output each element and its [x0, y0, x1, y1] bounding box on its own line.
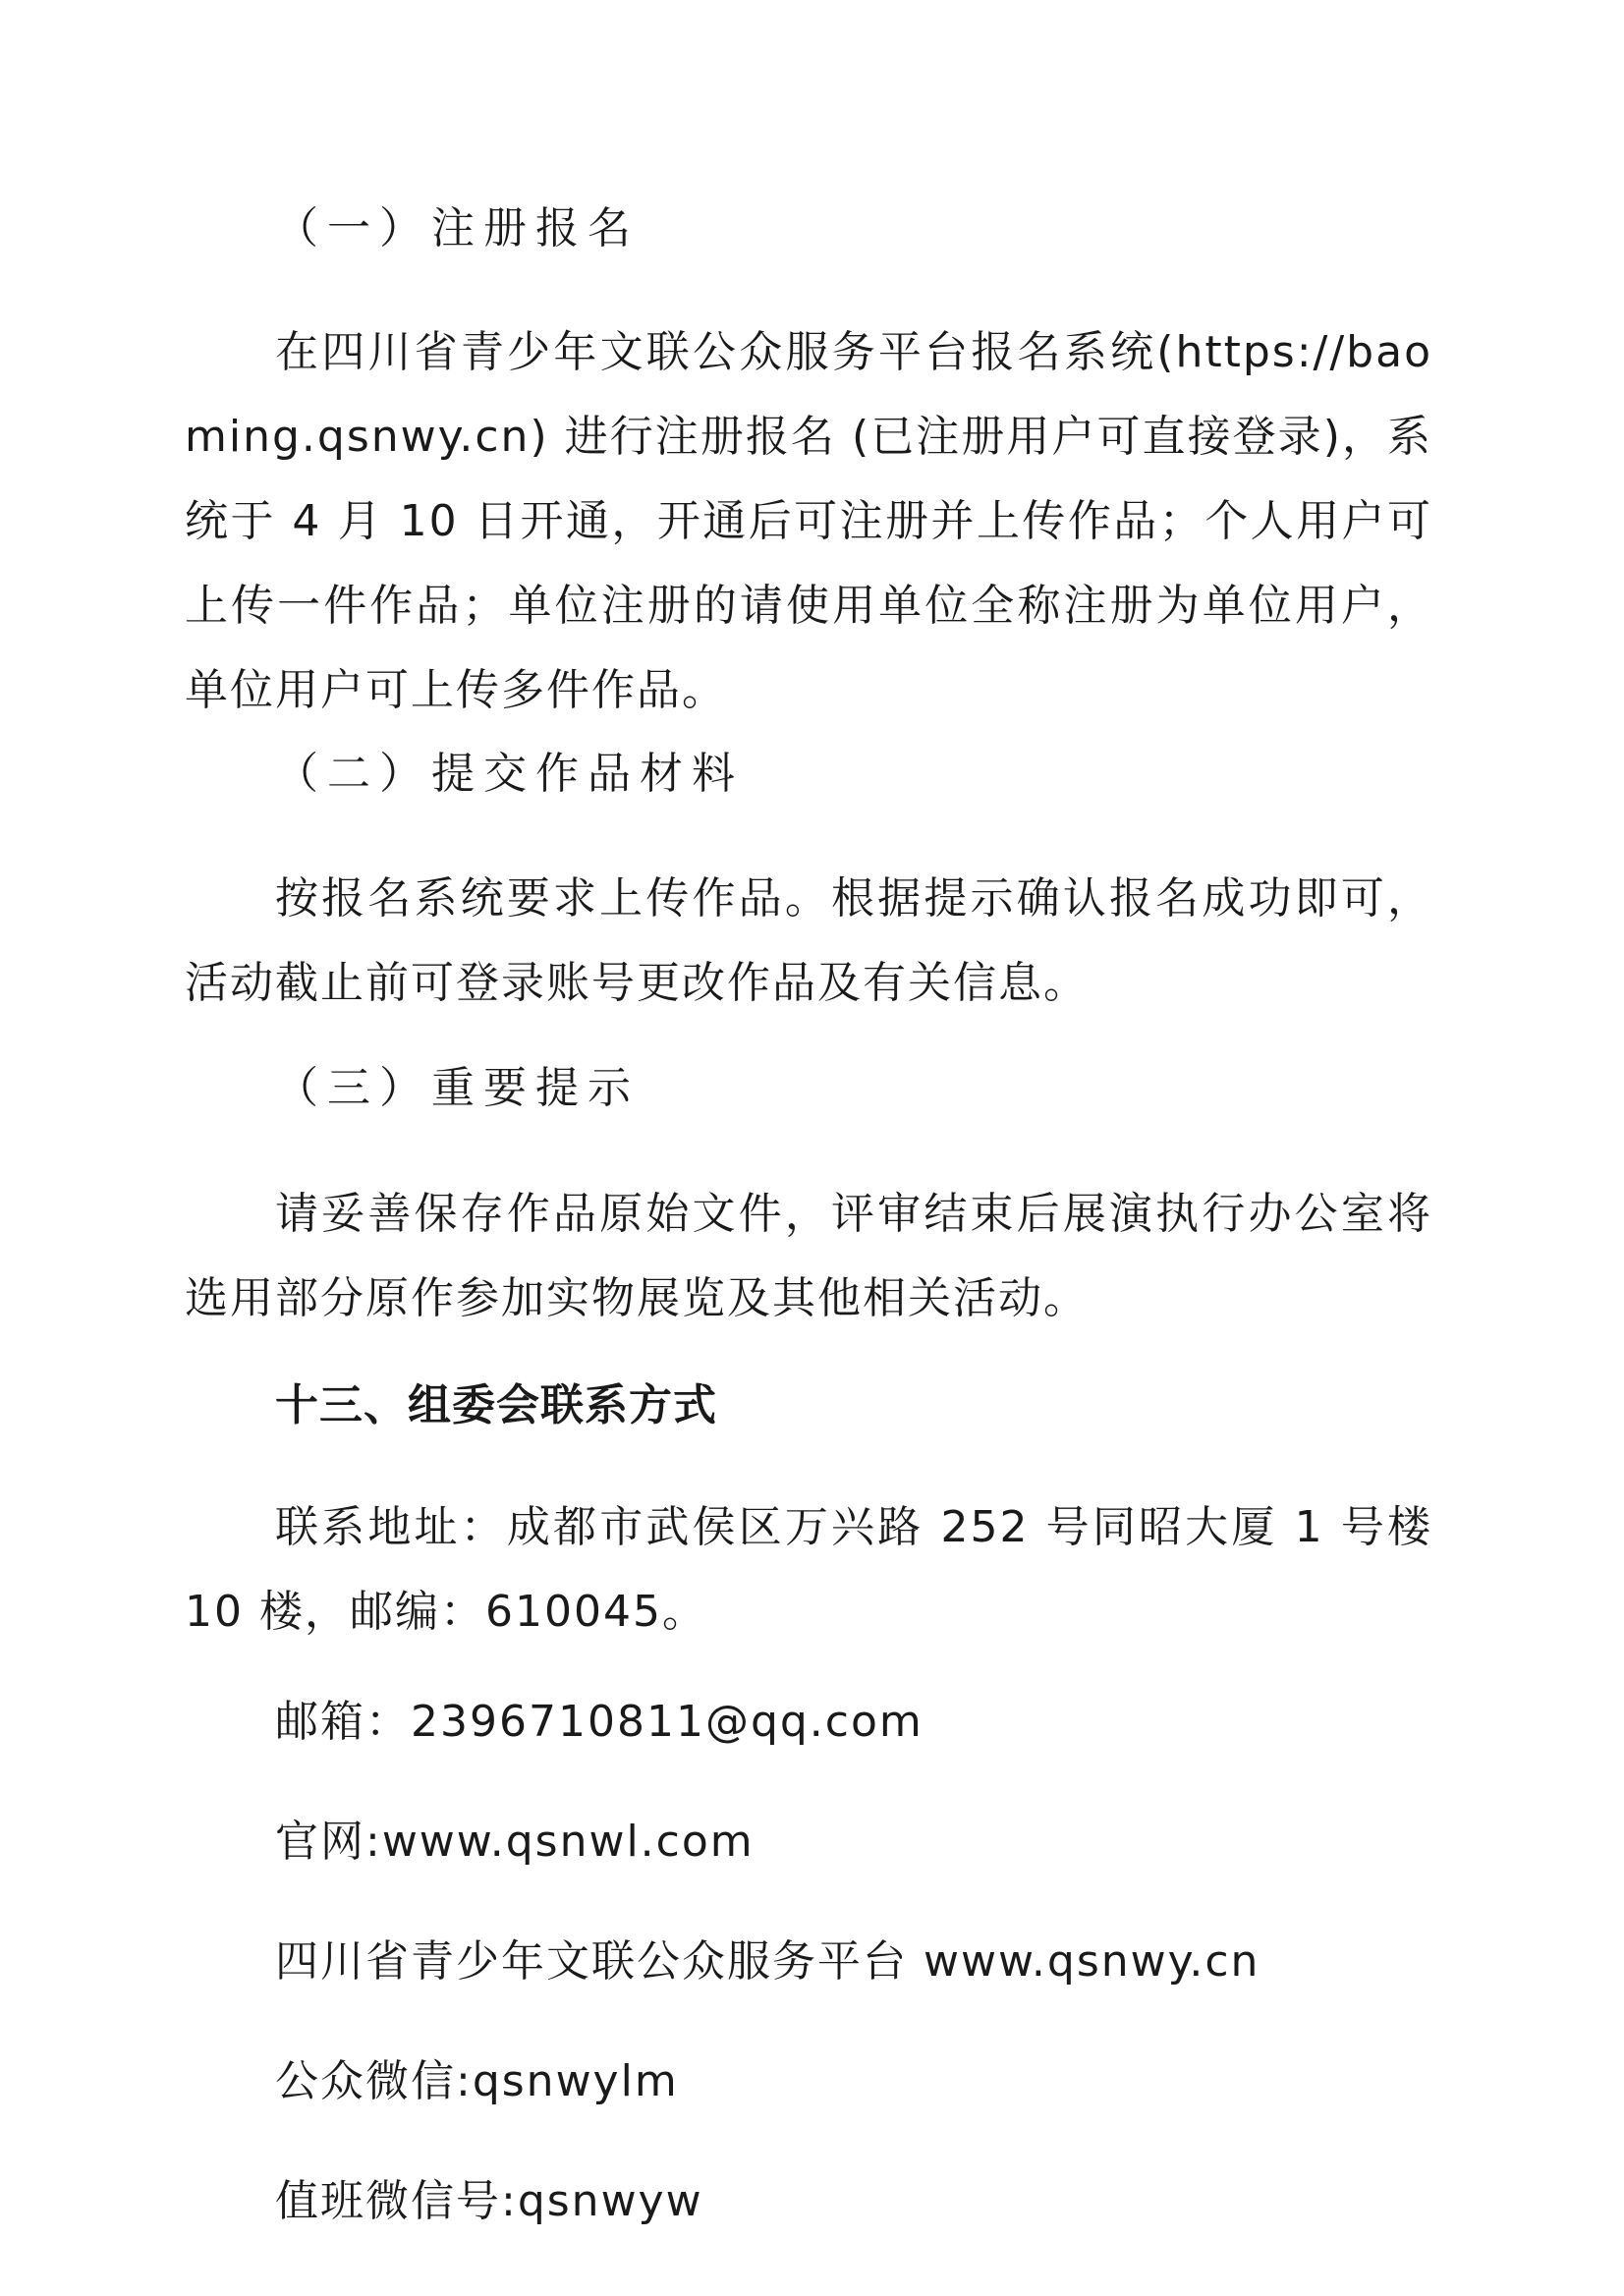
contact-website: 官网:www.qsnwl.com: [275, 1817, 755, 1867]
contact-platform: 四川省青少年文联公众服务平台 www.qsnwy.cn: [275, 1936, 1260, 1987]
section-3-paragraph: 请妥善保存作品原始文件，评审结束后展演执行办公室将选用部分原作参加实物展览及其他相关活动。: [185, 1189, 1432, 1323]
contact-address: 联系地址：成都市武侯区万兴路 252 号同昭大厦 1 号楼 10 楼，邮编：610045。: [185, 1502, 1432, 1637]
contact-email: 邮箱：2396710811@qq.com: [275, 1697, 924, 1747]
section-1-heading: （一）注册报名: [275, 203, 640, 253]
section-2-paragraph: 按报名系统要求上传作品。根据提示确认报名成功即可，活动截止前可登录账号更改作品及有关信息。: [185, 873, 1432, 1008]
section-1-paragraph: 在四川省青少年文联公众服务平台报名系统(https://baoming.qsnwy.cn) 进行注册报名 (已注册用户可直接登录)，系统于 4 月 10 日开通，开通后可注册并上传作品；个人用户可上传一件作品；单位注册的请使用单位全称注册为单位用户，单位用户可上传多件作品。: [185, 327, 1432, 715]
section-3-heading: （三）重要提示: [275, 1063, 640, 1113]
contact-wechat-public: 公众微信:qsnwylm: [275, 2056, 679, 2106]
section-13-heading: 十三、组委会联系方式: [275, 1380, 717, 1430]
contact-wechat-duty: 值班微信号:qsnwyw: [275, 2176, 703, 2226]
section-2-heading: （二）提交作品材料: [275, 749, 744, 799]
